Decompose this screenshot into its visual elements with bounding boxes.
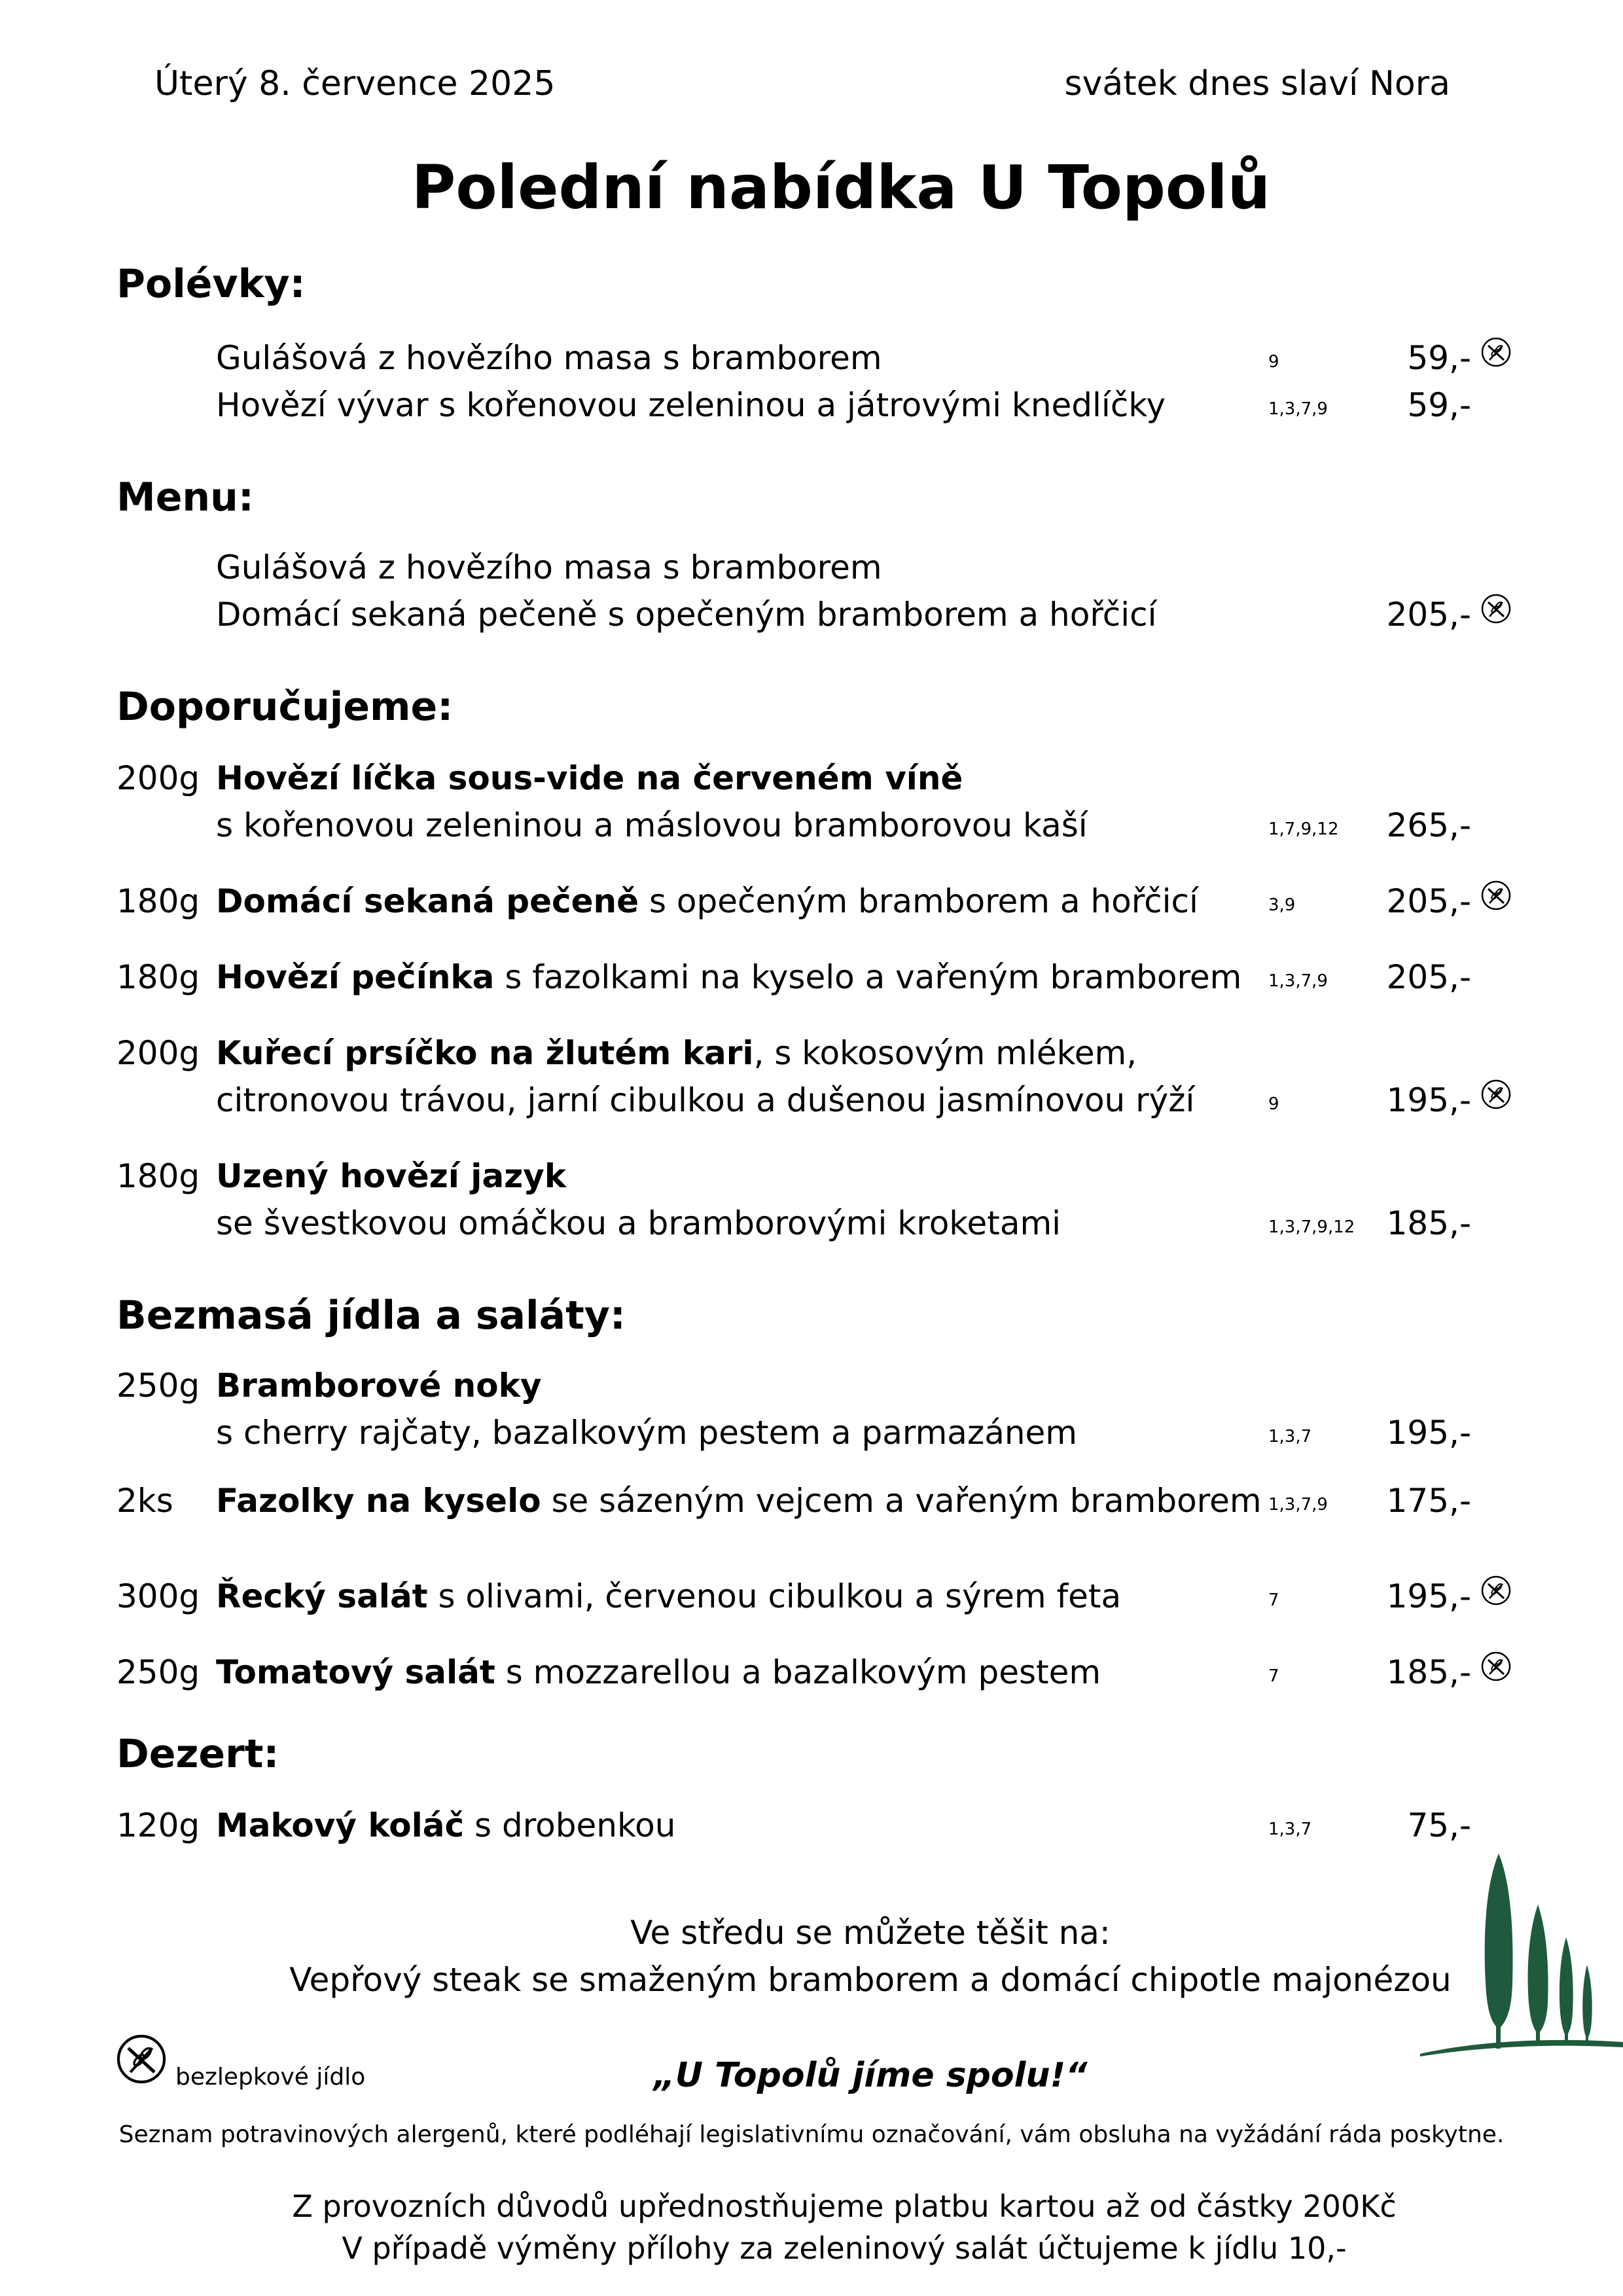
item-name-line — [216, 1033, 1137, 1073]
soup-1-desc: Gulášová z hovězího masa s bramborem — [216, 339, 882, 377]
gluten-free-icon — [1480, 1079, 1512, 1110]
item-name-line — [216, 957, 1241, 997]
page-title: Polední nabídka U Topolů — [411, 152, 1271, 223]
section-heading-vegetarian: Bezmasá jídla a saláty: — [116, 1293, 626, 1338]
item-price: 75,- — [1407, 1806, 1471, 1844]
item-name-line — [216, 1365, 541, 1406]
item-name: Domácí sekaná pečeně — [216, 882, 639, 920]
item-name: Tomatový salát — [216, 1653, 495, 1691]
menu-price: 205,- — [1386, 596, 1471, 634]
item-name: Kuřecí prsíčko na žlutém kari — [216, 1034, 754, 1072]
item-name-line — [216, 1576, 1121, 1617]
item-name-line — [216, 1652, 1101, 1693]
preview-heading: Ve středu se můžete těšit na: — [630, 1914, 1111, 1952]
section-heading-menu: Menu: — [116, 475, 254, 520]
item-desc: s olivami, červenou cibulkou a sýrem feta — [427, 1577, 1122, 1615]
gluten-free-icon — [1480, 880, 1512, 911]
item-price: 195,- — [1386, 1414, 1471, 1452]
item-desc: se sázeným vejcem a vařeným bramborem — [541, 1482, 1262, 1520]
item-weight: 200g — [116, 759, 200, 797]
item-weight: 250g — [116, 1653, 200, 1691]
poplar-trees-logo — [1414, 1846, 1623, 2062]
item-desc-line-2: citronovou trávou, jarní cibulkou a dušenou jasmínovou rýží — [216, 1081, 1195, 1119]
item-name-line — [216, 1156, 566, 1196]
item-desc: , s kokosovým mlékem, — [753, 1034, 1137, 1072]
item-name: Bramborové noky — [216, 1367, 542, 1405]
item-desc-line-2: se švestkovou omáčkou a bramborovými kroketami — [216, 1204, 1061, 1242]
soup-2-desc: Hovězí vývar s kořenovou zeleninou a játrovými knedlíčky — [216, 386, 1166, 424]
item-desc: s opečeným bramborem a hořčicí — [639, 882, 1198, 920]
item-price: 175,- — [1386, 1482, 1471, 1520]
item-weight: 250g — [116, 1367, 200, 1405]
item-desc-line-2: s kořenovou zeleninou a máslovou bramborovou kaší — [216, 806, 1088, 844]
item-weight: 180g — [116, 958, 200, 996]
item-name: Makový koláč — [216, 1806, 465, 1844]
section-heading-soups: Polévky: — [116, 261, 306, 307]
item-name: Hovězí pečínka — [216, 958, 495, 996]
menu-date: Úterý 8. července 2025 — [154, 64, 556, 103]
item-weight: 180g — [116, 882, 200, 920]
item-price: 265,- — [1386, 806, 1471, 844]
tagline: „U Topolů jíme spolu!“ — [653, 2056, 1088, 2095]
item-allergens: 7 — [1268, 1590, 1279, 1610]
legend-text: bezlepkové jídlo — [175, 2064, 366, 2090]
preview-dish: Vepřový steak se smaženým bramborem a domácí chipotle majonézou — [289, 1961, 1452, 1999]
item-price: 195,- — [1386, 1081, 1471, 1119]
item-weight: 120g — [116, 1806, 200, 1844]
side-swap-note: V případě výměny přílohy za zeleninový salát účtujeme k jídlu 10,- — [342, 2231, 1347, 2266]
soup-2-allergens: 1,3,7,9 — [1268, 399, 1328, 419]
item-desc: s fazolkami na kyselo a vařeným bramborem — [494, 958, 1242, 996]
item-weight: 200g — [116, 1034, 200, 1072]
item-weight: 180g — [116, 1157, 200, 1195]
soup-1-price: 59,- — [1407, 339, 1471, 377]
menu-line-2: Domácí sekaná pečeně s opečeným bramborem a hořčicí — [216, 596, 1157, 634]
item-name-line — [216, 1805, 675, 1846]
item-allergens: 1,3,7,9 — [1268, 1495, 1328, 1515]
item-allergens: 1,3,7 — [1268, 1427, 1312, 1446]
item-price: 185,- — [1386, 1204, 1471, 1242]
item-price: 205,- — [1386, 958, 1471, 996]
item-name-line — [216, 881, 1198, 922]
item-name: Řecký salát — [216, 1577, 428, 1615]
item-name: Uzený hovězí jazyk — [216, 1157, 567, 1195]
item-desc-line-2: s cherry rajčaty, bazalkovým pestem a parmazánem — [216, 1414, 1077, 1452]
item-allergens: 1,3,7 — [1268, 1820, 1312, 1839]
nameday: svátek dnes slaví Nora — [1064, 64, 1450, 103]
item-price: 195,- — [1386, 1577, 1471, 1615]
item-price: 205,- — [1386, 882, 1471, 920]
gluten-free-icon — [1480, 593, 1512, 624]
gluten-free-icon — [1480, 1651, 1512, 1682]
item-weight: 300g — [116, 1577, 200, 1615]
item-desc: s drobenkou — [464, 1806, 676, 1844]
gluten-free-icon — [1480, 1575, 1512, 1606]
item-desc: s mozzarellou a bazalkovým pestem — [495, 1653, 1101, 1691]
item-allergens: 3,9 — [1268, 895, 1296, 915]
allergen-note: Seznam potravinových alergenů, které podléhají legislativnímu označování, vám obsluha na vyžádání ráda poskytne. — [118, 2121, 1505, 2148]
section-heading-recommended: Doporučujeme: — [116, 684, 454, 730]
item-weight: 2ks — [116, 1482, 173, 1520]
item-allergens: 1,3,7,9 — [1268, 971, 1328, 991]
item-name-line — [216, 758, 963, 798]
section-heading-dessert: Dezert: — [116, 1731, 279, 1777]
item-name: Hovězí líčka sous-vide na červeném víně — [216, 759, 963, 797]
item-allergens: 7 — [1268, 1666, 1279, 1686]
item-name: Fazolky na kyselo — [216, 1482, 541, 1520]
payment-note: Z provozních důvodů upřednostňujeme platbu kartou až od částky 200Kč — [292, 2189, 1397, 2224]
menu-line-1: Gulášová z hovězího masa s bramborem — [216, 548, 882, 586]
soup-1-allergens: 9 — [1268, 352, 1279, 372]
item-allergens: 9 — [1268, 1094, 1279, 1114]
item-allergens: 1,3,7,9,12 — [1268, 1217, 1355, 1237]
item-allergens: 1,7,9,12 — [1268, 819, 1339, 839]
soup-2-price: 59,- — [1407, 386, 1471, 424]
item-price: 185,- — [1386, 1653, 1471, 1691]
item-name-line — [216, 1480, 1262, 1521]
gluten-free-icon — [1480, 336, 1512, 368]
